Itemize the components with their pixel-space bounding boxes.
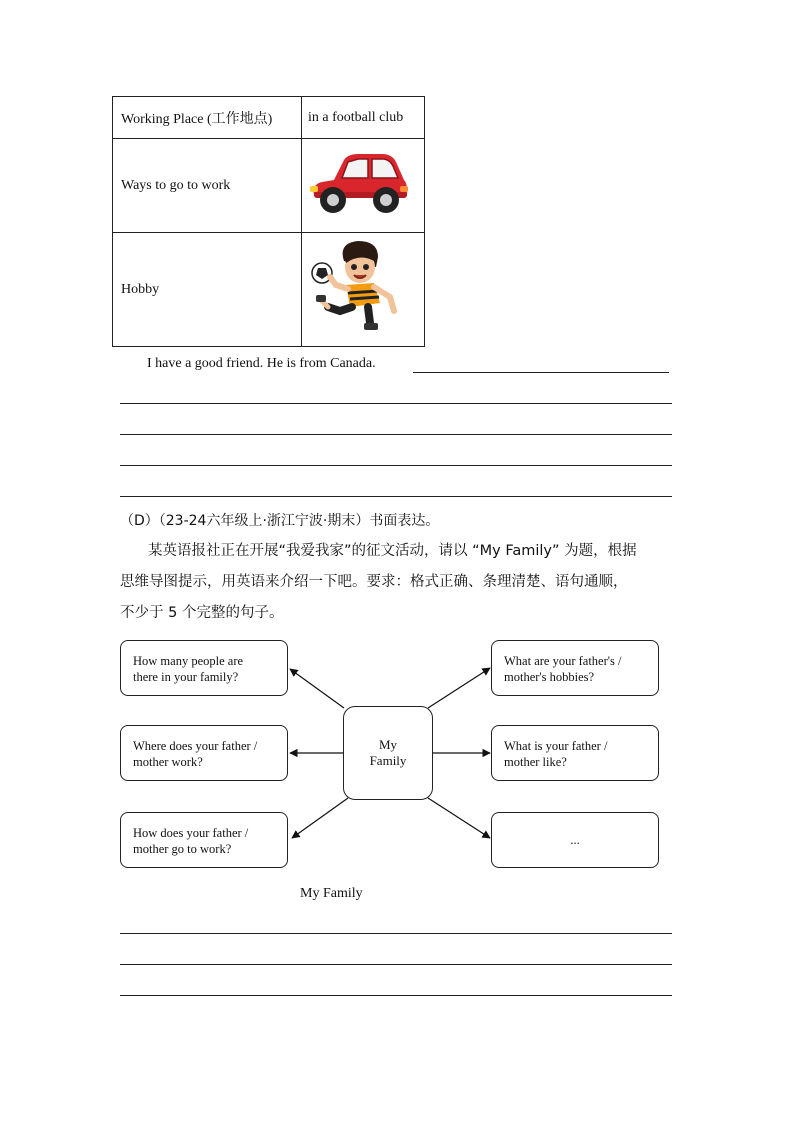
node-line: How many people are	[133, 654, 244, 668]
mindmap-node	[491, 725, 659, 781]
arrow	[428, 798, 490, 838]
center-line: Family	[369, 753, 407, 768]
center-line: My	[378, 737, 398, 752]
arrow	[428, 668, 490, 708]
instruction-line: 思维导图提示，用英语来介绍一下吧。要求：格式正确、条理清楚、语句通顺，	[120, 574, 628, 590]
node-line: mother's hobbies?	[504, 670, 595, 684]
writing-line[interactable]	[120, 995, 672, 996]
node-line: mother work?	[133, 755, 203, 769]
instruction-line: 不少于 5 个完整的句子。	[120, 605, 284, 621]
mindmap-node	[120, 640, 288, 696]
writing-line[interactable]	[120, 933, 672, 934]
table-value: in a football club	[302, 97, 425, 139]
instruction-line: 某英语报社正在开展“我爱我家”的征文活动，请以 “My Family” 为题，根据	[148, 543, 637, 559]
table-label: Hobby	[113, 233, 302, 347]
mindmap-node	[491, 812, 659, 868]
node-line: How does your father /	[133, 826, 249, 840]
node-line: Where does your father /	[133, 739, 258, 753]
node-line: mother go to work?	[133, 842, 232, 856]
sentence-start: I have a good friend. He is from Canada.	[147, 356, 376, 371]
essay-title: My Family	[300, 886, 363, 901]
mindmap-node	[120, 812, 288, 868]
writing-line[interactable]	[120, 964, 672, 965]
table-label: Working Place (工作地点)	[113, 97, 302, 139]
section-heading: （D）（23-24六年级上·浙江宁波·期末）书面表达。	[120, 513, 440, 529]
table-label: Ways to go to work	[113, 139, 302, 233]
node-line: ...	[570, 833, 580, 847]
node-line: What is your father /	[504, 739, 608, 753]
arrow	[290, 669, 344, 708]
node-line: What are your father's /	[504, 654, 622, 668]
node-line: there in your family?	[133, 670, 239, 684]
mindmap-node	[120, 725, 288, 781]
arrow	[292, 798, 348, 838]
mindmap-node	[491, 640, 659, 696]
mindmap-center	[343, 706, 433, 800]
node-line: mother like?	[504, 755, 567, 769]
